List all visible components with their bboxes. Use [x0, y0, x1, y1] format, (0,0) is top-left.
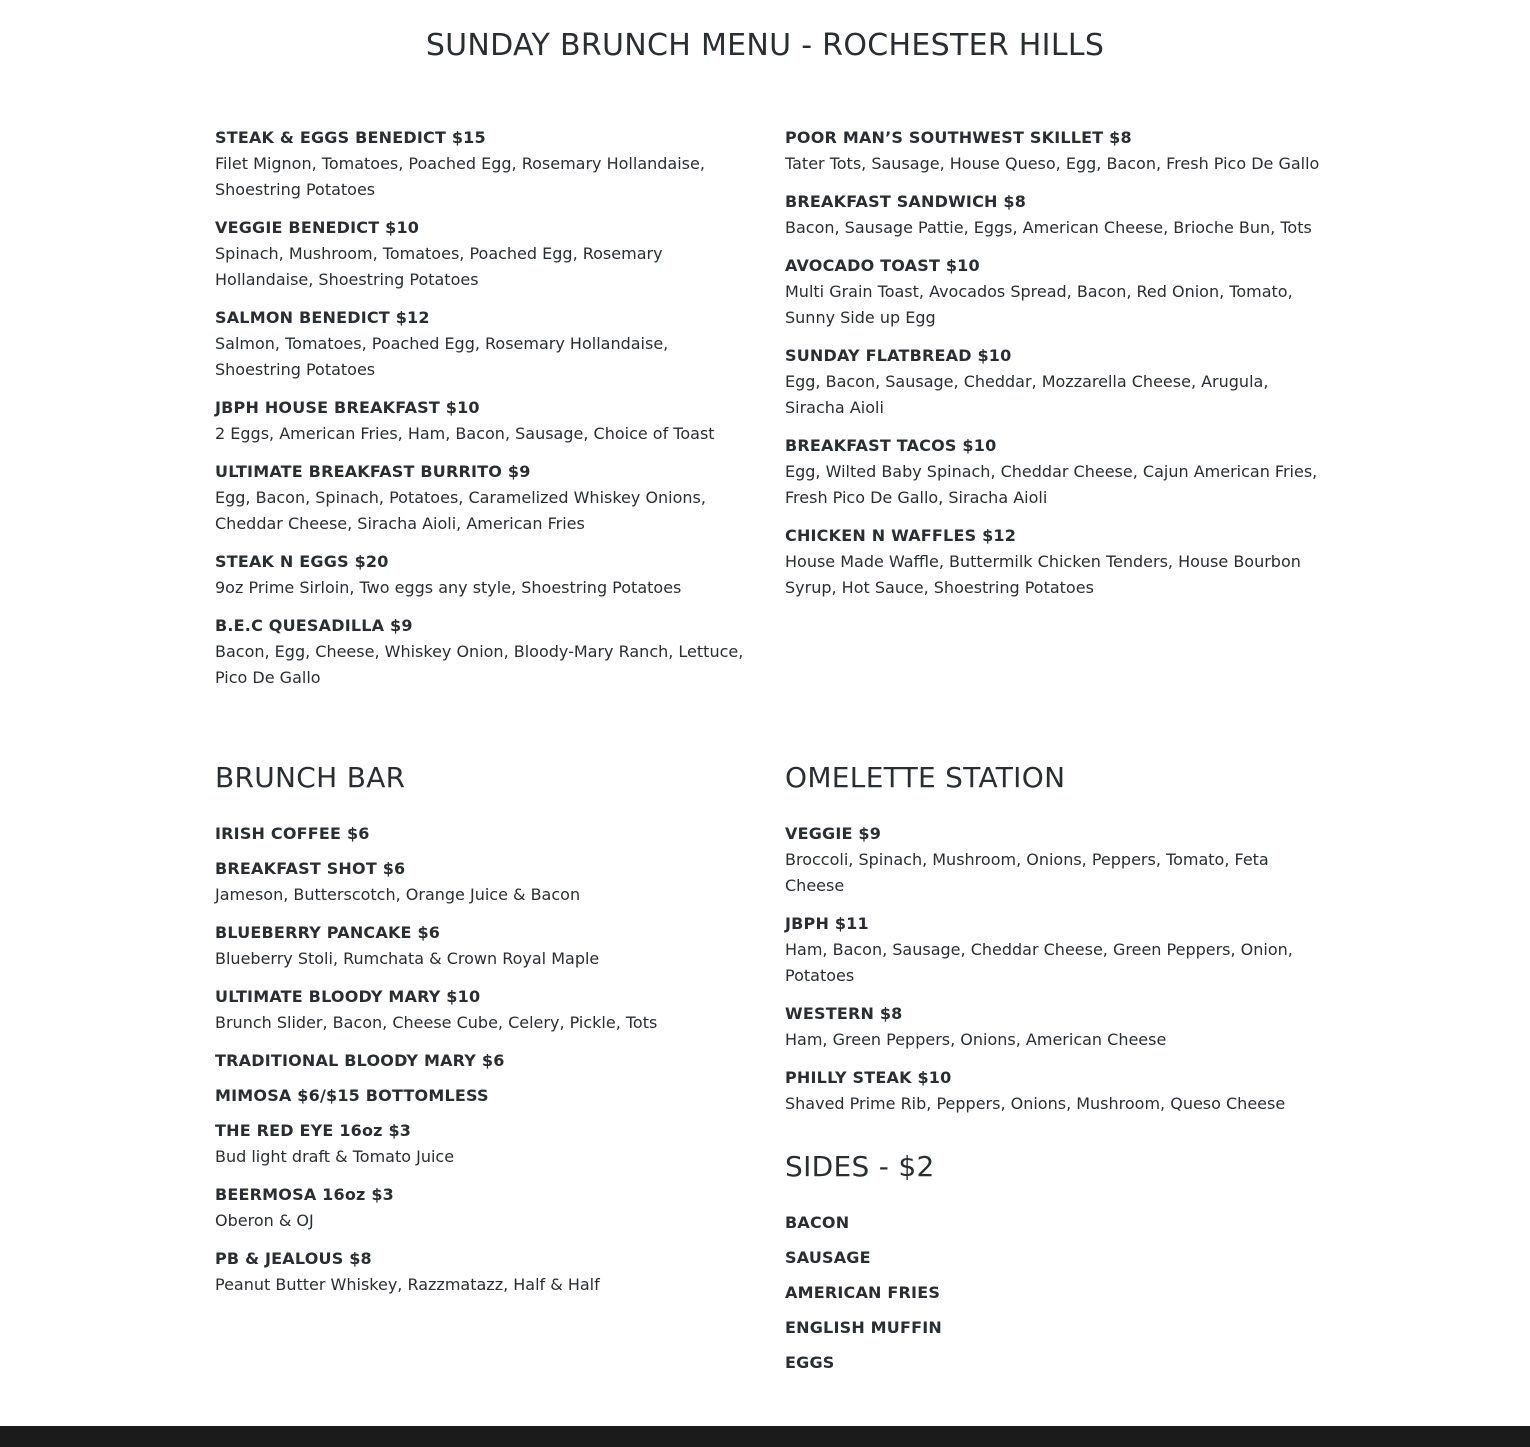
menu-item: [215, 1121, 755, 1170]
menu-item-description: 2 Eggs, American Fries, Ham, Bacon, Sausage, Choice of Toast: [215, 424, 715, 443]
menu-item-name: BEERMOSA 16oz $3: [215, 1185, 394, 1204]
menu-item: [215, 824, 755, 844]
menu-item-name: CHICKEN N WAFFLES $12: [785, 526, 1017, 545]
menu-item-description: Ham, Bacon, Sausage, Cheddar Cheese, Green Peppers, Onion, Potatoes: [785, 940, 1293, 985]
footer-bar: [0, 1426, 1530, 1447]
menu-item: [215, 218, 755, 293]
menu-item: [215, 1086, 755, 1106]
menu-item: [215, 987, 755, 1036]
menu-item-name: VEGGIE $9: [785, 824, 882, 843]
menu-item: [215, 462, 755, 537]
menu-item: [785, 1353, 1325, 1373]
menu-item: [785, 914, 1325, 989]
menu-item: [215, 552, 755, 601]
menu-item-name: BACON: [785, 1213, 850, 1232]
menu-item-description: Jameson, Butterscotch, Orange Juice & Bacon: [215, 885, 581, 904]
sides-list: [785, 1213, 1325, 1373]
menu-item: [785, 192, 1325, 241]
menu-item-description: Blueberry Stoli, Rumchata & Crown Royal Maple: [215, 949, 600, 968]
menu-item-name: BREAKFAST TACOS $10: [785, 436, 997, 455]
menu-item: [215, 1249, 755, 1298]
menu-item: [785, 526, 1325, 601]
menu-item-name: IRISH COFFEE $6: [215, 824, 370, 843]
menu-item-description: 9oz Prime Sirloin, Two eggs any style, Shoestring Potatoes: [215, 578, 682, 597]
menu-item-description: Peanut Butter Whiskey, Razzmatazz, Half & Half: [215, 1275, 600, 1294]
menu-item: [785, 436, 1325, 511]
main-menu-right-column: [785, 128, 1325, 616]
menu-item-description: Multi Grain Toast, Avocados Spread, Bacon, Red Onion, Tomato, Sunny Side up Egg: [785, 282, 1293, 327]
menu-item: [785, 1248, 1325, 1268]
menu-item: [785, 256, 1325, 331]
menu-item-description: Bacon, Sausage Pattie, Eggs, American Cheese, Brioche Bun, Tots: [785, 218, 1312, 237]
sides-title: SIDES - $2: [785, 1150, 935, 1183]
menu-item-description: Ham, Green Peppers, Onions, American Cheese: [785, 1030, 1167, 1049]
menu-item-name: SUNDAY FLATBREAD $10: [785, 346, 1012, 365]
page-title: SUNDAY BRUNCH MENU - ROCHESTER HILLS: [425, 28, 1105, 63]
menu-item: [215, 616, 755, 691]
menu-item-name: ULTIMATE BLOODY MARY $10: [215, 987, 481, 1006]
menu-item-name: STEAK N EGGS $20: [215, 552, 389, 571]
menu-item: [215, 859, 755, 908]
menu-item-name: AMERICAN FRIES: [785, 1283, 941, 1302]
menu-item-name: BREAKFAST SHOT $6: [215, 859, 406, 878]
menu-item-description: Brunch Slider, Bacon, Cheese Cube, Celery, Pickle, Tots: [215, 1013, 658, 1032]
menu-item-description: House Made Waffle, Buttermilk Chicken Tenders, House Bourbon Syrup, Hot Sauce, Shoestring Potatoes: [785, 552, 1301, 597]
menu-item: [785, 346, 1325, 421]
menu-item-description: Egg, Bacon, Spinach, Potatoes, Caramelized Whiskey Onions, Cheddar Cheese, Siracha Aioli, American Fries: [215, 488, 706, 533]
menu-item: [785, 1283, 1325, 1303]
menu-item-description: Bacon, Egg, Cheese, Whiskey Onion, Bloody-Mary Ranch, Lettuce, Pico De Gallo: [215, 642, 744, 687]
menu-item-name: PHILLY STEAK $10: [785, 1068, 952, 1087]
menu-item-description: Egg, Bacon, Sausage, Cheddar, Mozzarella Cheese, Arugula, Siracha Aioli: [785, 372, 1269, 417]
menu-item-name: BREAKFAST SANDWICH $8: [785, 192, 1027, 211]
omelette-station-list: [785, 824, 1325, 1117]
menu-item: [215, 1051, 755, 1071]
menu-item: [785, 1068, 1325, 1117]
menu-item-description: Shaved Prime Rib, Peppers, Onions, Mushroom, Queso Cheese: [785, 1094, 1286, 1113]
menu-item-name: B.E.C QUESADILLA $9: [215, 616, 413, 635]
menu-item-name: JBPH HOUSE BREAKFAST $10: [215, 398, 480, 417]
menu-item: [215, 923, 755, 972]
menu-item-name: PB & JEALOUS $8: [215, 1249, 372, 1268]
menu-item: [785, 128, 1325, 177]
menu-item-name: EGGS: [785, 1353, 835, 1372]
menu-item: [785, 1213, 1325, 1233]
menu-item-name: BLUEBERRY PANCAKE $6: [215, 923, 441, 942]
menu-item-description: Egg, Wilted Baby Spinach, Cheddar Cheese, Cajun American Fries, Fresh Pico De Gallo, Siracha Aioli: [785, 462, 1318, 507]
menu-item-name: AVOCADO TOAST $10: [785, 256, 980, 275]
main-menu-left-column: [215, 128, 755, 706]
omelette-station-title: OMELETTE STATION: [785, 761, 1066, 794]
menu-item-name: STEAK & EGGS BENEDICT $15: [215, 128, 486, 147]
menu-item-description: Spinach, Mushroom, Tomatoes, Poached Egg, Rosemary Hollandaise, Shoestring Potatoes: [215, 244, 663, 289]
menu-item-description: Salmon, Tomatoes, Poached Egg, Rosemary Hollandaise, Shoestring Potatoes: [215, 334, 669, 379]
menu-item-name: WESTERN $8: [785, 1004, 903, 1023]
menu-item: [785, 824, 1325, 899]
menu-item-name: ULTIMATE BREAKFAST BURRITO $9: [215, 462, 531, 481]
menu-item: [215, 1185, 755, 1234]
omelette-station-section: [785, 760, 1325, 1388]
menu-item-name: SAUSAGE: [785, 1248, 871, 1267]
menu-item-name: SALMON BENEDICT $12: [215, 308, 430, 327]
menu-item-name: ENGLISH MUFFIN: [785, 1318, 943, 1337]
menu-item-name: THE RED EYE 16oz $3: [215, 1121, 412, 1140]
menu-item-description: Oberon & OJ: [215, 1211, 314, 1230]
menu-item-description: Broccoli, Spinach, Mushroom, Onions, Peppers, Tomato, Feta Cheese: [785, 850, 1269, 895]
menu-item-description: Filet Mignon, Tomatoes, Poached Egg, Rosemary Hollandaise, Shoestring Potatoes: [215, 154, 705, 199]
brunch-bar-list: [215, 824, 755, 1298]
menu-item-name: MIMOSA $6/$15 BOTTOMLESS: [215, 1086, 489, 1105]
menu-item: [215, 128, 755, 203]
menu-item-description: Tater Tots, Sausage, House Queso, Egg, Bacon, Fresh Pico De Gallo: [785, 154, 1320, 173]
menu-item-name: TRADITIONAL BLOODY MARY $6: [215, 1051, 505, 1070]
menu-item-name: POOR MAN’S SOUTHWEST SKILLET $8: [785, 128, 1132, 147]
menu-item: [215, 308, 755, 383]
menu-item: [785, 1318, 1325, 1338]
menu-item-name: VEGGIE BENEDICT $10: [215, 218, 420, 237]
brunch-bar-section: [215, 760, 755, 1313]
menu-item: [215, 398, 755, 447]
menu-item-description: Bud light draft & Tomato Juice: [215, 1147, 455, 1166]
menu-item-name: JBPH $11: [785, 914, 869, 933]
menu-item: [785, 1004, 1325, 1053]
brunch-bar-title: BRUNCH BAR: [215, 761, 406, 794]
